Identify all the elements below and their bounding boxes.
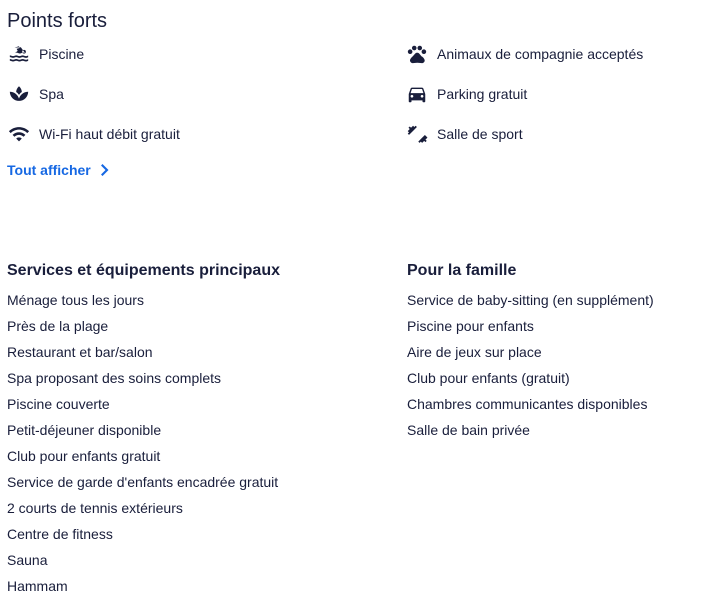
highlights-title: Points forts — [7, 10, 108, 32]
amenity-label: Piscine — [39, 46, 85, 62]
spa-lotus-icon — [7, 82, 31, 106]
list-item: Piscine pour enfants — [407, 318, 534, 334]
amenity-gym — [405, 123, 523, 145]
amenity-label: Parking gratuit — [437, 86, 528, 102]
list-item: Chambres communicantes disponibles — [407, 396, 648, 412]
amenity-parking — [405, 83, 527, 105]
wifi-icon — [7, 122, 31, 146]
family-list — [407, 287, 654, 443]
list-item: Restaurant et bar/salon — [7, 344, 153, 360]
list-item: Club pour enfants (gratuit) — [407, 370, 570, 386]
family-section — [407, 261, 654, 443]
car-icon — [405, 82, 429, 106]
amenity-label: Spa — [39, 86, 64, 102]
list-item: Service de garde d'enfants encadrée gratuit — [7, 474, 279, 490]
amenity-label: Salle de sport — [437, 126, 523, 142]
list-item: Aire de jeux sur place — [407, 344, 542, 360]
amenity-label: Animaux de compagnie acceptés — [437, 46, 644, 62]
list-item: Sauna — [7, 552, 48, 568]
paw-icon — [405, 42, 429, 66]
dumbbell-icon — [405, 122, 429, 146]
list-item: Spa proposant des soins complets — [7, 370, 222, 386]
show-all-label: Tout afficher — [7, 162, 91, 178]
amenity-wifi — [7, 123, 180, 145]
amenity-spa — [7, 83, 64, 105]
list-item: Salle de bain privée — [407, 422, 530, 438]
list-item: Centre de fitness — [7, 526, 113, 542]
services-section — [7, 261, 280, 599]
list-item: Service de baby-sitting (en supplément) — [407, 292, 654, 308]
list-item: 2 courts de tennis extérieurs — [7, 500, 183, 516]
list-item: Piscine couverte — [7, 396, 110, 412]
services-title: Services et équipements principaux — [7, 262, 280, 279]
list-item: Club pour enfants gratuit — [7, 448, 161, 464]
amenity-pets — [405, 43, 643, 65]
list-item: Petit-déjeuner disponible — [7, 422, 162, 438]
list-item: Hammam — [7, 578, 68, 594]
list-item: Près de la plage — [7, 318, 109, 334]
family-title: Pour la famille — [407, 262, 517, 279]
amenity-pool — [7, 43, 84, 65]
amenity-label: Wi-Fi haut débit gratuit — [39, 126, 180, 142]
show-all-link[interactable] — [7, 160, 111, 180]
list-item: Ménage tous les jours — [7, 292, 144, 308]
chevron-right-icon — [101, 164, 111, 176]
services-list — [7, 287, 280, 599]
pool-icon — [7, 42, 31, 66]
